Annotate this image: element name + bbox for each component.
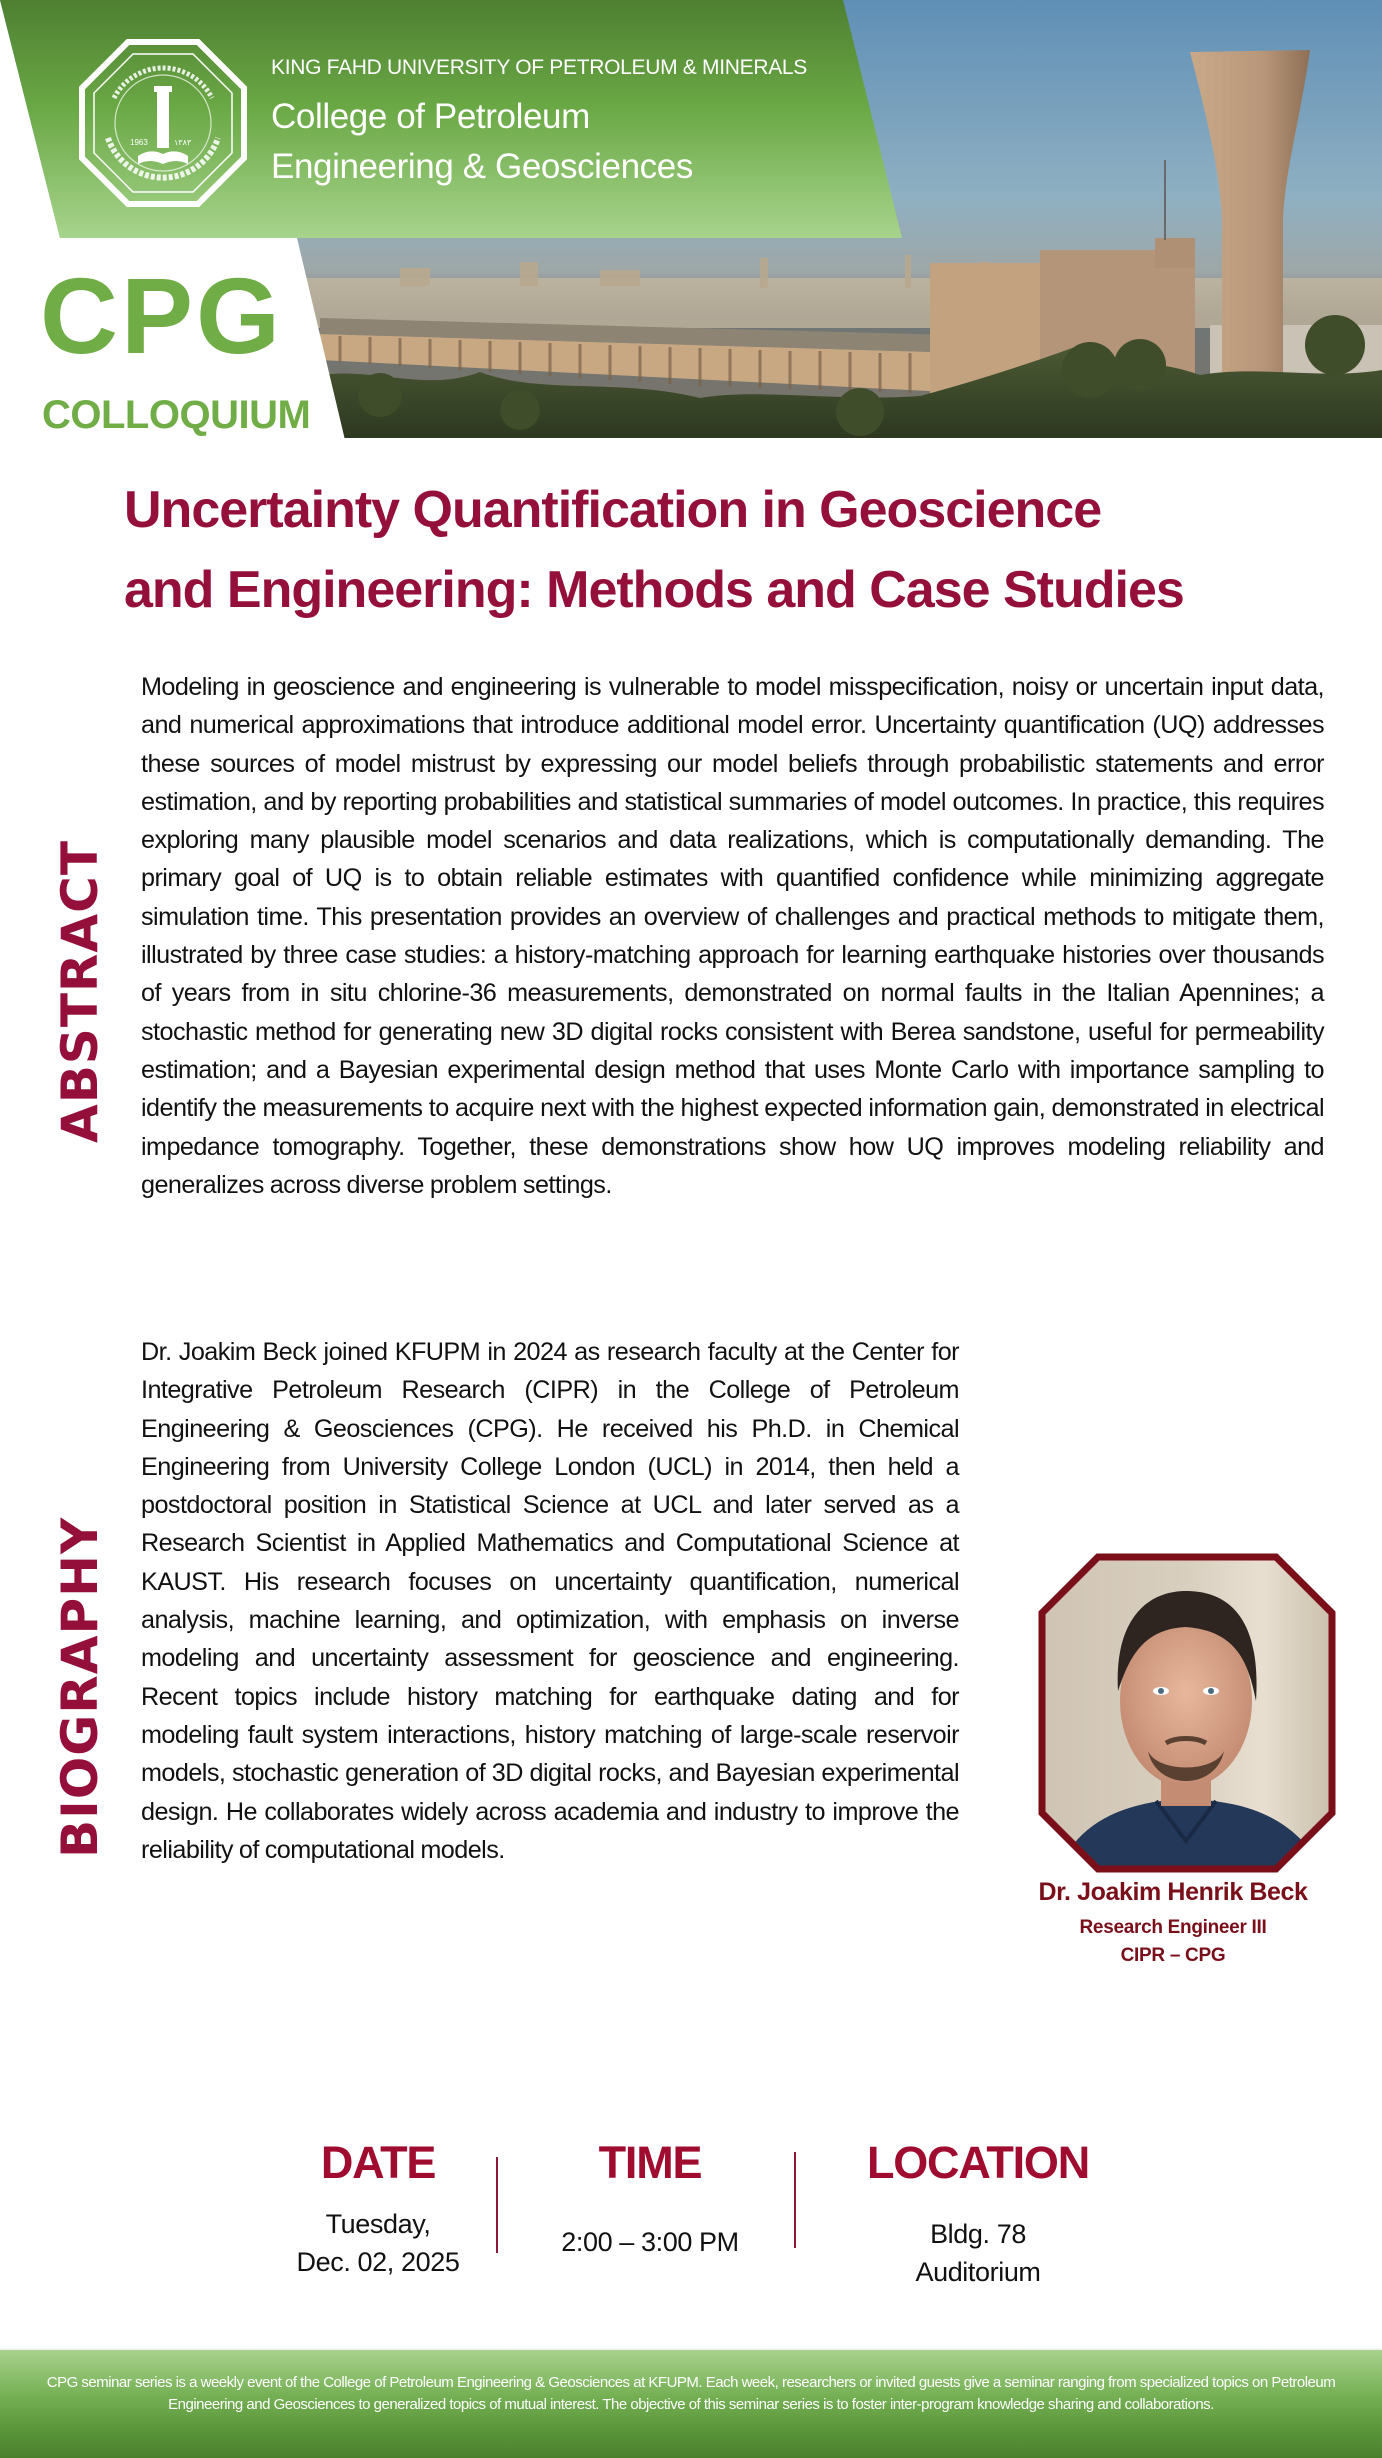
- series-mark: CPG: [40, 255, 284, 376]
- kfupm-seal-icon: [78, 38, 248, 208]
- date-line2: Dec. 02, 2025: [296, 2247, 460, 2277]
- location-value: [830, 2215, 1126, 2291]
- location-line1: Bldg. 78: [930, 2219, 1026, 2249]
- talk-title: [124, 470, 1364, 630]
- university-name: KING FAHD UNIVERSITY OF PETROLEUM & MINERALS: [271, 56, 808, 79]
- speaker-affiliation: CIPR – CPG: [1120, 1945, 1226, 1966]
- date-value: [270, 2205, 486, 2281]
- footer: [0, 2350, 1382, 2458]
- date-line1: Tuesday,: [325, 2209, 431, 2239]
- college-name-line1: College of Petroleum: [271, 97, 590, 136]
- footer-text: CPG seminar series is a weekly event of the College of Petroleum Engineering & Geosciences at KFUPM. Each week, researchers or invited guests give a seminar ranging from specialized topics on Petroleum Engineering and Geosciences to generalized topics of mutual interest. The objective of this seminar series is to foster inter-program knowledge sharing and collaborations.: [46, 2374, 1336, 2413]
- date-label: DATE: [320, 2137, 436, 2188]
- series-name: COLLOQUIUM: [42, 393, 311, 437]
- event-location: [830, 2135, 1126, 2291]
- speaker-name: Dr. Joakim Henrik Beck: [1038, 1878, 1308, 1906]
- time-value: 2:00 – 3:00 PM: [561, 2227, 739, 2257]
- talk-title-line1: Uncertainty Quantification in Geoscience: [124, 481, 1102, 539]
- speaker-position: Research Engineer III: [1079, 1917, 1267, 1938]
- header: [0, 0, 1382, 438]
- location-line2: Auditorium: [915, 2257, 1041, 2287]
- event-time: [525, 2135, 775, 2261]
- biography-label: BIOGRAPHY: [51, 1516, 109, 1858]
- abstract-text: Modeling in geoscience and engineering is vulnerable to model misspecification, noisy or uncertain input data, and numerical approximations that introduce additional model error. Uncertainty quantification (UQ) addresses these sources of model mistrust by expressing our model beliefs through probabilistic statements and error estimation, and by reporting probabilities and statistical summaries of model outcomes. In practice, this requires exploring many plausible model scenarios and data realizations, which is computationally demanding. The primary goal of UQ is to obtain reliable estimates with quantified confidence while minimizing aggregate simulation time. This presentation provides an overview of challenges and practical methods to mitigate them, illustrated by three case studies: a history-matching approach for learning earthquake histories over thousands of years from in situ chlorine-36 measurements, demonstrated on normal faults in the Italian Apennines; a stochastic method for generating new 3D digital rocks consistent with Berea sandstone, useful for permeability estimation; and a Bayesian experimental design method that uses Monte Carlo with importance sampling to identify the measurements to acquire next with the highest expected information gain, demonstrated in electrical impedance tomography. Together, these demonstrations show how UQ improves modeling reliability and generalizes across diverse problem settings.: [141, 673, 1324, 1199]
- biography-text: Dr. Joakim Beck joined KFUPM in 2024 as research faculty at the Center for Integrative Petroleum Research (CIPR) in the College of Petroleum Engineering & Geosciences (CPG). He received his Ph.D. in Chemical Engineering from University College London (UCL) in 2014, then held a postdoctoral position in Statistical Science at UCL and later served as a Research Scientist in Applied Mathematics and Computational Science at KAUST. His research focuses on uncertainty quantification, numerical analysis, machine learning, and optimization, with emphasis on inverse modeling and uncertainty assessment for geoscience and engineering. Recent topics include history matching for earthquake dating and for modeling fault system interactions, history matching of large-scale reservoir models, stochastic generation of 3D digital rocks, and Bayesian experimental design. He collaborates widely across academia and industry to improve the reliability of computational models.: [141, 1338, 959, 1864]
- speaker-portrait: [1036, 1551, 1338, 1875]
- divider: [794, 2152, 796, 2248]
- event-date: [270, 2135, 486, 2281]
- svg-text:١٣٨٣: ١٣٨٣: [174, 138, 192, 147]
- abstract-label: ABSTRACT: [51, 840, 109, 1143]
- speaker-role: [1000, 1914, 1346, 1970]
- college-name-line2: Engineering & Geosciences: [271, 147, 693, 186]
- divider: [496, 2157, 498, 2253]
- time-label: TIME: [598, 2137, 702, 2188]
- svg-text:1963: 1963: [130, 138, 148, 147]
- college-name: [271, 92, 693, 192]
- talk-title-line2: and Engineering: Methods and Case Studies: [124, 561, 1184, 619]
- location-label: LOCATION: [866, 2137, 1090, 2188]
